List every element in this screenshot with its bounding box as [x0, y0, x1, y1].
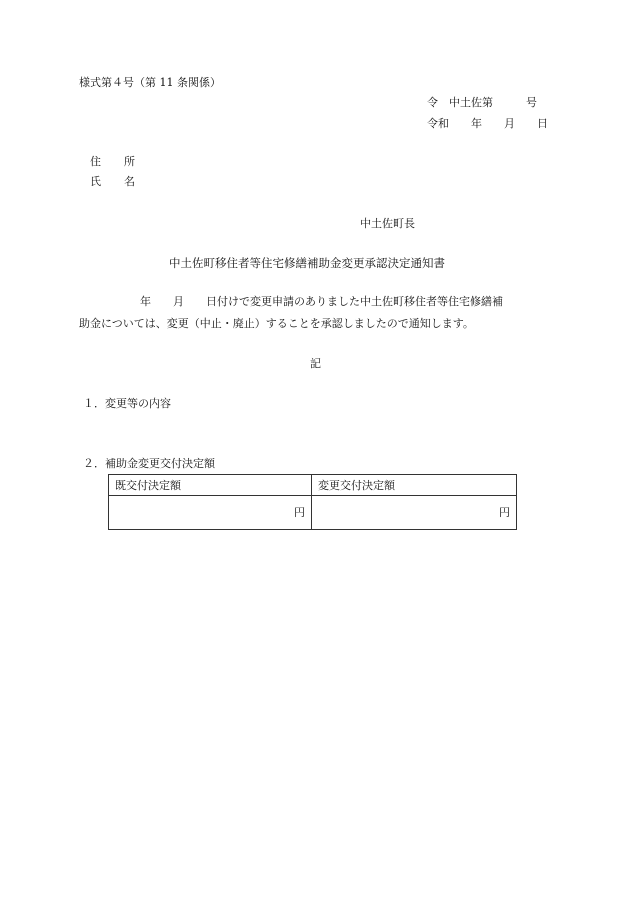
previous-amount-cell: 円 — [109, 496, 312, 530]
section-2-heading: ２．補助金変更交付決定額 — [83, 457, 215, 470]
issue-number: 令 中土佐第 号 — [427, 96, 537, 109]
recipient-name-label: 氏 名 — [90, 175, 141, 188]
body-text-line-2: 助金については、変更（中止・廃止）することを承認しましたので通知します。 — [79, 317, 474, 330]
issuer-name: 中土佐町長 — [360, 217, 415, 230]
section-1-heading: １．変更等の内容 — [83, 397, 171, 410]
header-previous-amount: 既交付決定額 — [109, 475, 312, 496]
recipient-address-label: 住 所 — [90, 155, 141, 168]
table-header-row — [109, 475, 517, 496]
header-changed-amount: 変更交付決定額 — [312, 475, 517, 496]
body-text-line-1: 年 月 日付けで変更申請のありました中土佐町移住者等住宅修繕補 — [140, 295, 503, 308]
issue-date: 令和 年 月 日 — [427, 117, 548, 130]
document-title: 中土佐町移住者等住宅修繕補助金変更承認決定通知書 — [169, 256, 445, 270]
amount-table — [108, 474, 517, 530]
ki-heading: 記 — [310, 357, 321, 370]
table-row — [109, 496, 517, 530]
changed-amount-cell: 円 — [312, 496, 517, 530]
form-number-label: 様式第４号（第 11 条関係） — [79, 76, 221, 89]
